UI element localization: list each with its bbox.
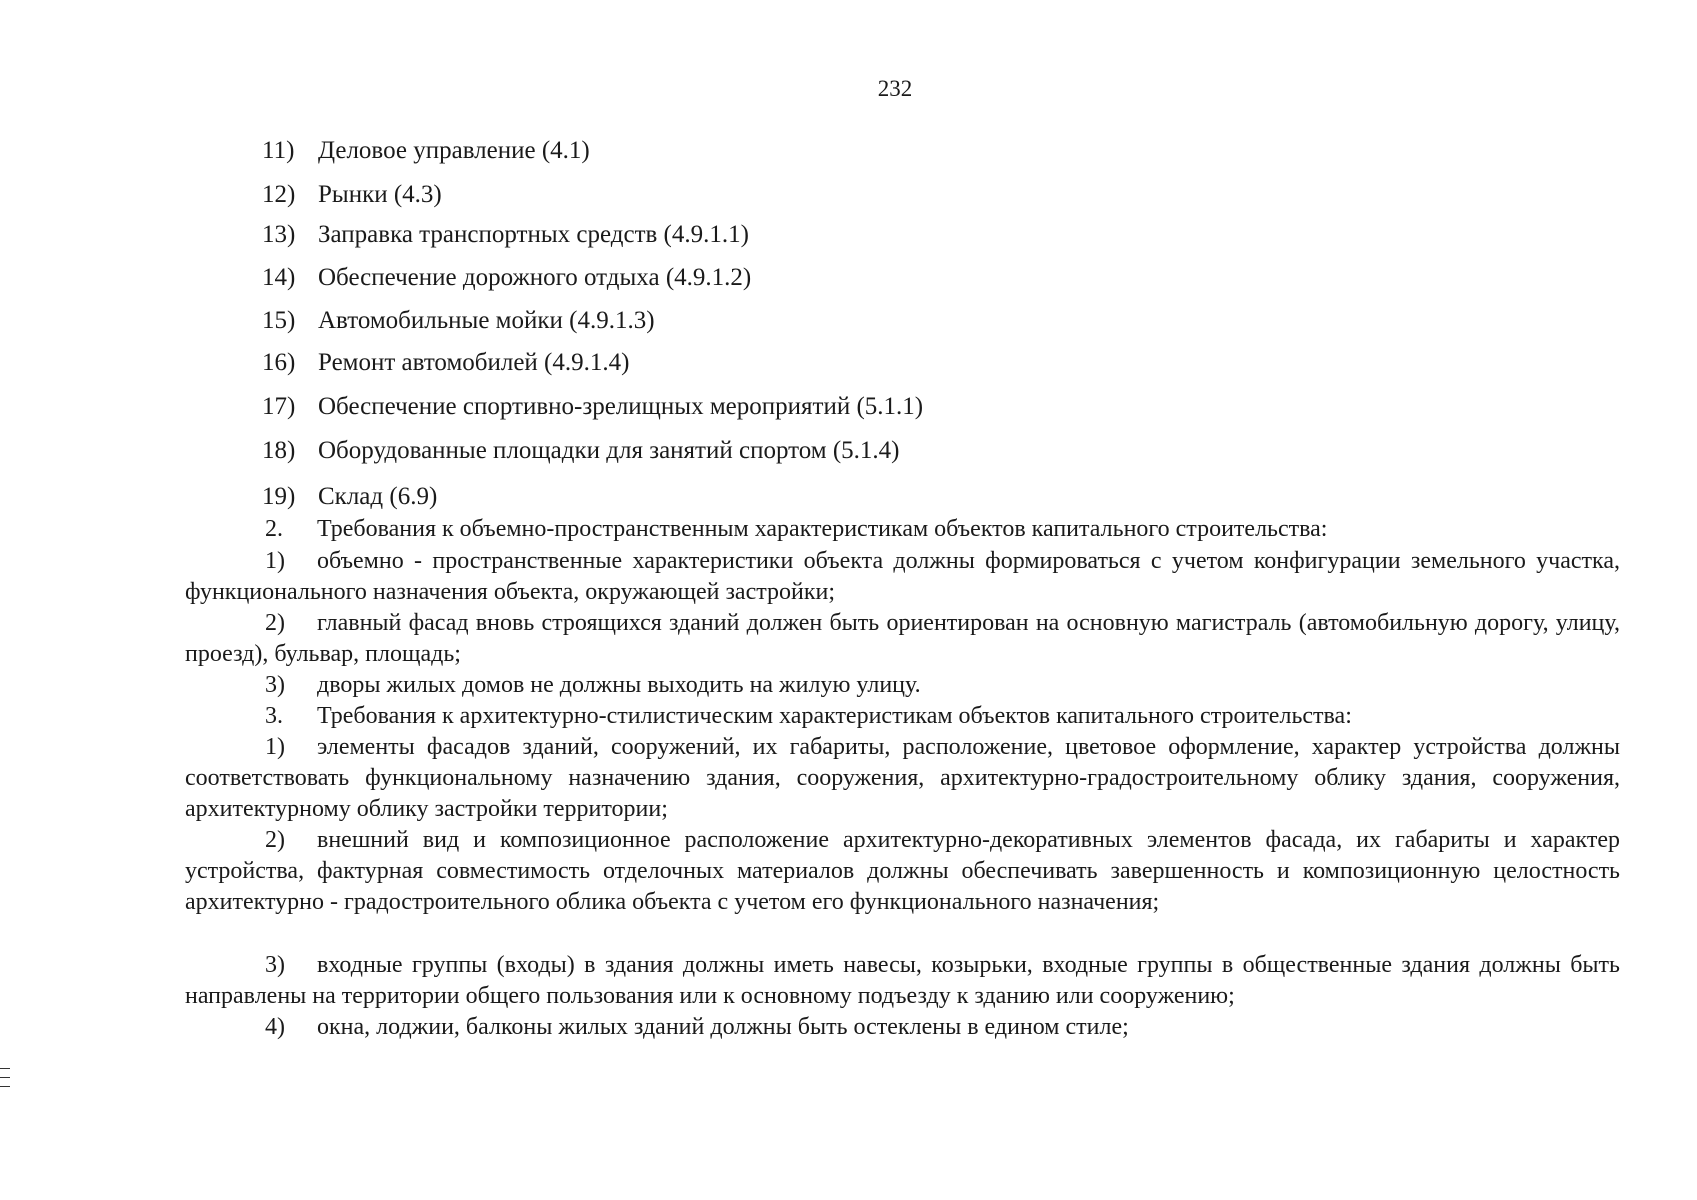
paragraph-number: 4) xyxy=(265,1014,285,1040)
list-item xyxy=(262,180,442,210)
paragraph-number: 2) xyxy=(265,827,285,853)
list-item xyxy=(262,220,749,250)
list-item-number: 17) xyxy=(262,393,296,420)
section-heading xyxy=(185,514,1620,545)
section-heading xyxy=(185,701,1620,732)
paragraph-text: элементы фасадов зданий, сооружений, их габариты, расположение, цветовое оформление, характер устройства должны соответствовать функциональному назначению здания, сооружения, архитектурно-градостроительному облику здания, сооружения, архитектурному облику застройки территории; xyxy=(185,734,1620,822)
paragraph-text: Требования к объемно-пространственным характеристикам объектов капитального строительства: xyxy=(317,516,1328,542)
paragraph-number: 1) xyxy=(265,734,285,760)
paragraph-text: объемно - пространственные характеристики объекта должны формироваться с учетом конфигурации земельного участка, функционального назначения объекта, окружающей застройки; xyxy=(185,548,1620,605)
paragraph-number: 3) xyxy=(265,672,285,698)
paragraph-number: 2) xyxy=(265,610,285,636)
list-item xyxy=(262,348,629,378)
binding-margin-mark xyxy=(0,1068,10,1095)
list-item-number: 15) xyxy=(262,307,296,334)
list-item-text: Оборудованные площадки для занятий спортом (5.1.4) xyxy=(318,437,900,464)
list-item xyxy=(262,263,751,293)
paragraph-text: главный фасад вновь строящихся зданий должен быть ориентирован на основную магистраль (автомобильную дорогу, улицу, проезд), бульвар, площадь; xyxy=(185,610,1620,667)
paragraph-number: 3) xyxy=(265,952,285,978)
paragraph xyxy=(185,950,1620,1012)
list-item-text: Автомобильные мойки (4.9.1.3) xyxy=(318,307,655,334)
paragraph xyxy=(185,825,1620,918)
paragraph-number: 3. xyxy=(265,703,283,729)
list-item-text: Обеспечение дорожного отдыха (4.9.1.2) xyxy=(318,264,752,291)
list-item-text: Заправка транспортных средств (4.9.1.1) xyxy=(318,221,749,248)
paragraph-text: входные группы (входы) в здания должны иметь навесы, козырьки, входные группы в общественные здания должны быть направлены на территории общего пользования или к основному подъезду к зданию или сооружению; xyxy=(185,952,1620,1009)
paragraph xyxy=(185,546,1620,608)
list-item-number: 19) xyxy=(262,483,296,510)
list-item-number: 14) xyxy=(262,264,296,291)
list-item xyxy=(262,436,899,466)
list-item-number: 13) xyxy=(262,221,296,248)
paragraph-text: дворы жилых домов не должны выходить на жилую улицу. xyxy=(317,672,921,698)
list-item xyxy=(262,306,655,336)
list-item-text: Обеспечение спортивно-зрелищных мероприятий (5.1.1) xyxy=(318,393,924,420)
paragraph xyxy=(185,1012,1620,1043)
paragraph xyxy=(185,608,1620,670)
list-item-text: Рынки (4.3) xyxy=(318,181,442,208)
list-item xyxy=(262,392,923,422)
list-item-text: Деловое управление (4.1) xyxy=(318,137,590,164)
page-number: 232 xyxy=(877,76,913,101)
list-item-number: 16) xyxy=(262,349,296,376)
paragraph xyxy=(185,732,1620,825)
paragraph-text: Требования к архитектурно-стилистическим характеристикам объектов капитального строительства: xyxy=(317,703,1352,729)
paragraph-text: окна, лоджии, балконы жилых зданий должны быть остеклены в едином стиле; xyxy=(317,1014,1129,1040)
paragraph-number: 1) xyxy=(265,548,285,574)
list-item xyxy=(262,482,437,512)
paragraph-text: внешний вид и композиционное расположение архитектурно-декоративных элементов фасада, их габариты и характер устройства, фактурная совместимость отделочных материалов должны обеспечивать завершенность и композиционную целостность архитектурно - градостроительного облика объекта с учетом его функционального назначения; xyxy=(185,827,1620,915)
list-item xyxy=(262,136,590,166)
list-item-text: Ремонт автомобилей (4.9.1.4) xyxy=(318,349,630,376)
list-item-number: 12) xyxy=(262,181,296,208)
list-item-number: 18) xyxy=(262,437,296,464)
list-item-text: Склад (6.9) xyxy=(318,483,438,510)
paragraph xyxy=(185,670,1620,701)
paragraph-number: 2. xyxy=(265,516,283,542)
list-item-number: 11) xyxy=(262,137,295,164)
